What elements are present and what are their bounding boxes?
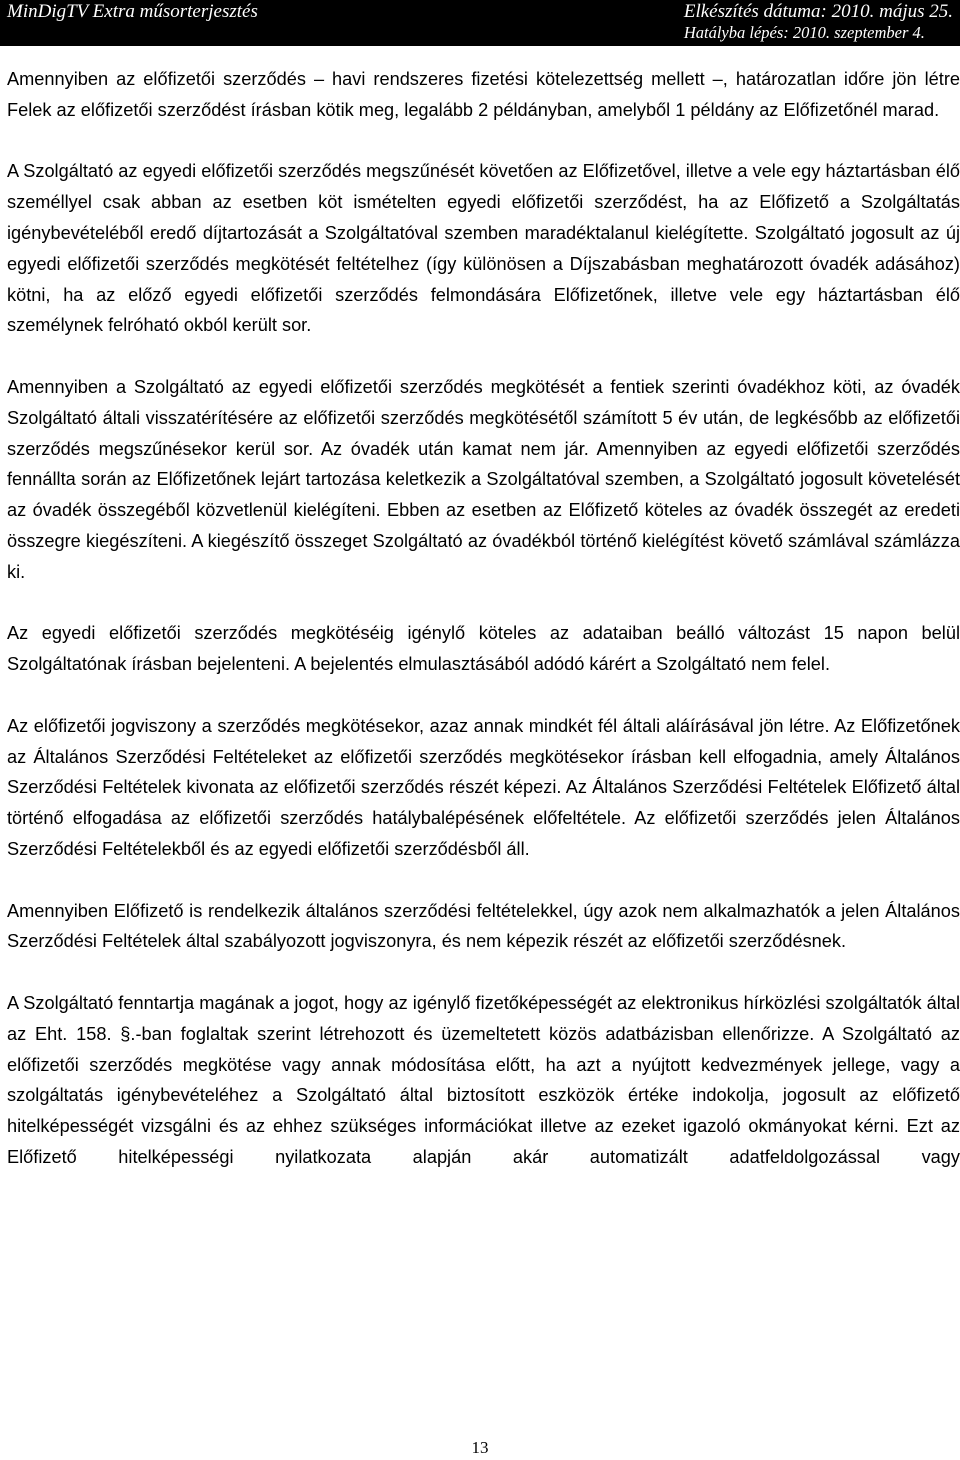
- paragraph: Amennyiben az előfizetői szerződés – havi rendszeres fizetési kötelezettség mellett –, határozatlan időre jön létre Felek az előfizetői szerződést írásban kötik meg, legalább 2 példányban, amelyből 1 példány az Előfizetőnél marad.: [7, 69, 960, 120]
- paragraph: A Szolgáltató az egyedi előfizetői szerződés megszűnését követően az Előfizetővel, illetve a vele egy háztartásban élő személlyel csak abban az esetben köt ismételten egyedi előfizetői szerződést, ha az Előfizető a Szolgáltatás igénybevételéből eredő díjtartozását a Szolgáltatóval szemben maradéktalanul kielégítette. Szolgáltató jogosult az új egyedi előfizetői szerződés megkötését feltételhez (így különösen a Díjszabásban meghatározott óvadék adásához) kötni, ha az előző egyedi előfizetői szerződés felmondására Előfizetőnek, illetve vele egy háztartásban élő személynek felróható okból került sor.: [7, 161, 960, 336]
- paragraph: Amennyiben Előfizető is rendelkezik általános szerződési feltételekkel, úgy azok nem alkalmazhatók a jelen Általános Szerződési Feltételek által szabályozott jogviszonyra, és nem képezik részét az előfizetői szerződésnek.: [7, 900, 960, 952]
- paragraph: Az előfizetői jogviszony a szerződés megkötésekor, azaz annak mindkét fél általi aláírásával jön létre. Az Előfizetőnek az Általános Szerződési Feltételeket az előfizetői szerződés megkötésekor írásban kell elfogadnia, amely Általános Szerződési Feltételek kivonata az előfizetői szerződés részét képezi. Az Általános Szerződési Feltételek Előfizető által történő elfogadása az előfizetői szerződés hatálybalépésének előfeltétele. Az előfizetői szerződés jelen Általános Szerződési Feltételekből és az egyedi előfizetői szerződésből áll.: [7, 715, 960, 859]
- creation-date: Elkészítés dátuma: 2010. május 25.: [683, 1, 953, 22]
- document-body: [7, 64, 960, 1203]
- effective-date: Hatályba lépés: 2010. szeptember 4.: [683, 23, 925, 42]
- paragraph: Amennyiben a Szolgáltató az egyedi előfizetői szerződés megkötését a fentiek szerinti óvadékhoz köti, az óvadék Szolgáltató általi visszatérítésére az előfizetői szerződés megkötésétől számított 5 év után, de legkésőbb az előfizetői szerződés megszűnésekor kerül sor. Az óvadék után kamat nem jár. Amennyiben az egyedi előfizetői szerződés fennállta során az Előfizetőnek lejárt tartozása keletkezik a Szolgáltatóval szemben, a Szolgáltató jogosult követelését az óvadék összegéből közvetlenül kielégíteni. Ebben az esetben az Előfizető köteles az óvadék összegét az eredeti összegre kiegészíteni. A kiegészítő összeget Szolgáltató az óvadékból történő kielégítést követő számlával számlázza ki.: [7, 376, 960, 582]
- page-header: [0, 0, 960, 46]
- document-title: MinDigTV Extra műsorterjesztés: [7, 1, 258, 22]
- paragraph: A Szolgáltató fenntartja magának a jogot, hogy az igénylő fizetőképességét az elektronikus hírközlési szolgáltatók által az Eht. 158. §.-ban foglaltak szerint létrehozott és üzemeltetett közös adatbázisban ellenőrizze. A Szolgáltató az előfizetői szerződés megkötése vagy annak módosítása előtt, ha azt a nyújtott kedvezmények jellege, vagy a szolgáltatás igénybevételéhez a Szolgáltató által biztosított eszközök értéke indokolja, jogosult az előfizető hitelképességét vizsgálni és az ehhez szükséges információkat illetve az ezeket igazoló okmányokat kérni. Ezt az Előfizető hitelképességi nyilatkozata alapján akár automatizált adatfeldolgozással vagy: [7, 992, 960, 1167]
- document-dates: [684, 1, 953, 43]
- page-number: 13: [471, 1438, 489, 1457]
- paragraph: Az egyedi előfizetői szerződés megkötéséig igénylő köteles az adataiban beálló változást 15 napon belül Szolgáltatónak írásban bejelenteni. A bejelentés elmulasztásából adódó kárért a Szolgáltató nem felel.: [7, 623, 960, 675]
